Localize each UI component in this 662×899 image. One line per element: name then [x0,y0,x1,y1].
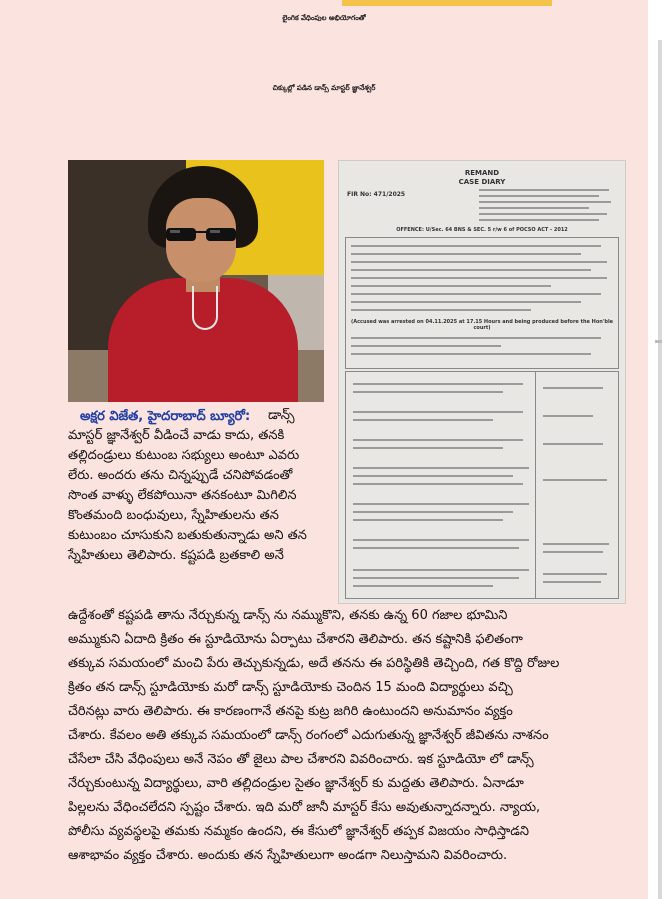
doc-fir: FIR No: 471/2025 [347,191,406,198]
article-line: చేశారు. కేవలం అతి తక్కువ సమయంలో డాన్స్ రంగంలో ఎదుగుతున్న జ్ఞానేశ్వర్ జీవితను నాశనం [68,728,549,743]
doc-title: REMAND [464,169,500,177]
top-color-strip [342,0,552,6]
article-col-line: తల్లిదండ్రులు కుటుంబ సభ్యులు అంటూ ఎవరు [68,448,300,463]
headline-line-1: లైంగిక వేధింపుల అభియోగంతో [282,14,366,22]
article-line: చేరినట్లు వారు తెలిపారు. ఈ కారణంగానే తనపై కుట్ర జగిరి ఉంటుందని అనుమానం వ్యక్తం [68,704,513,719]
sunglasses-icon [164,226,240,242]
dance-master-photo [68,160,324,402]
article-line: తక్కువ సమయంలో మంచి పేరు తెచ్చుకున్నడు, అదే తనను ఈ పరిస్థితికి తెచ్చింది, గత కొద్ది రోజుల [68,656,560,671]
article-line: ఉద్దేశంతో కష్టపడి తాను నేర్చుకున్న డాన్స్ ను నమ్ముకొని, తనకు ఉన్న 60 గజాల భూమిని [68,608,508,623]
article-line: చేసేలా చేసి వేధింపులు అనే నెపం తో జైలు పాల చేశారని వివరించారు. ఇక స్టూడియో లో డాన్స్ [68,752,534,767]
right-margin-mark [655,340,662,343]
article-col-line: సొంత వాళ్ళు లేకపోయినా తనకంటూ మిగిలిన [68,488,297,503]
article-col-line: లేరు. అందరు తను చిన్నప్పుడే చనిపోవడంతో [68,468,293,483]
byline: అక్షర విజేత, హైదరాబాద్ బ్యూరో: [80,409,251,424]
doc-subtitle: CASE DIARY [458,178,506,186]
doc-offence-section: OFFENCE: U/Sec. 64 BNS & SEC. 5 r/w 6 of POCSO ACT - 2012 [396,227,568,233]
article-line: క్రితం తన డాన్స్ స్టూడియోకు మరో డాన్స్ స్టూడియోకు చెందిన 15 మంది విద్యార్థులు వచ్చి [68,680,513,695]
article-line: ఆశాభావం వ్యక్తం చేశారు. అందుకు తన స్నేహితులుగా అండగా నిలుస్తామని వివరించారు. [68,848,508,863]
doc-arrest-note: (Accused was arrested on 04.11.2025 at 17.15 Hours and being produced before the Hon'ble court) [350,319,614,331]
article-line: పిల్లలను వేధించలేదని స్పష్టం చేశారు. ఇది మరో జానీ మాస్టర్ కేసు అవుతున్నాదన్నారు. న్యాయ, [68,800,541,815]
article-col-line: స్నేహితులు తెలిపారు. కష్టపడి బ్రతకాలి అనే [68,548,284,563]
headline-line-2: చిక్కుల్లో పడిన డాన్స్ మాస్టర్ జ్ఞానేశ్వర్ [272,84,376,92]
article-col-line: మాస్టర్ జ్ఞానేశ్వర్ వీడించే వాడు కాదు, తనకి [68,428,285,443]
article-line: నేర్చుకుంటున్న విద్యార్థులు, వారి తల్లిదండ్రుల సైతం జ్ఞానేశ్వర్ కు మద్దతు తెలిపారు. ఏనాడూ [68,776,524,791]
article-col-line: కొంతమంది బంధువులు, స్నేహితులను తన [68,508,279,523]
article-line: పోలీసు వ్యవస్థలపై తమకు నమ్మకం ఉందని, ఈ కేసులో జ్ఞానేశ్వర్ తప్పక విజయం సాధిస్తాడని [68,824,530,839]
article-col-line: కుటుంబం చూసుకుని బతుకుతున్నాడు అని తన [68,528,307,543]
article-col-line: డాన్స్ [268,408,295,423]
right-margin-bar [658,40,662,899]
article-line: అమ్ముకుని ఏదాది క్రితం ఈ స్టూడియోను ఏర్పాటు చేశారని తెలిపారు. తన కష్టానికి ఫలితంగా [68,632,523,647]
remand-case-diary-document [338,160,626,604]
